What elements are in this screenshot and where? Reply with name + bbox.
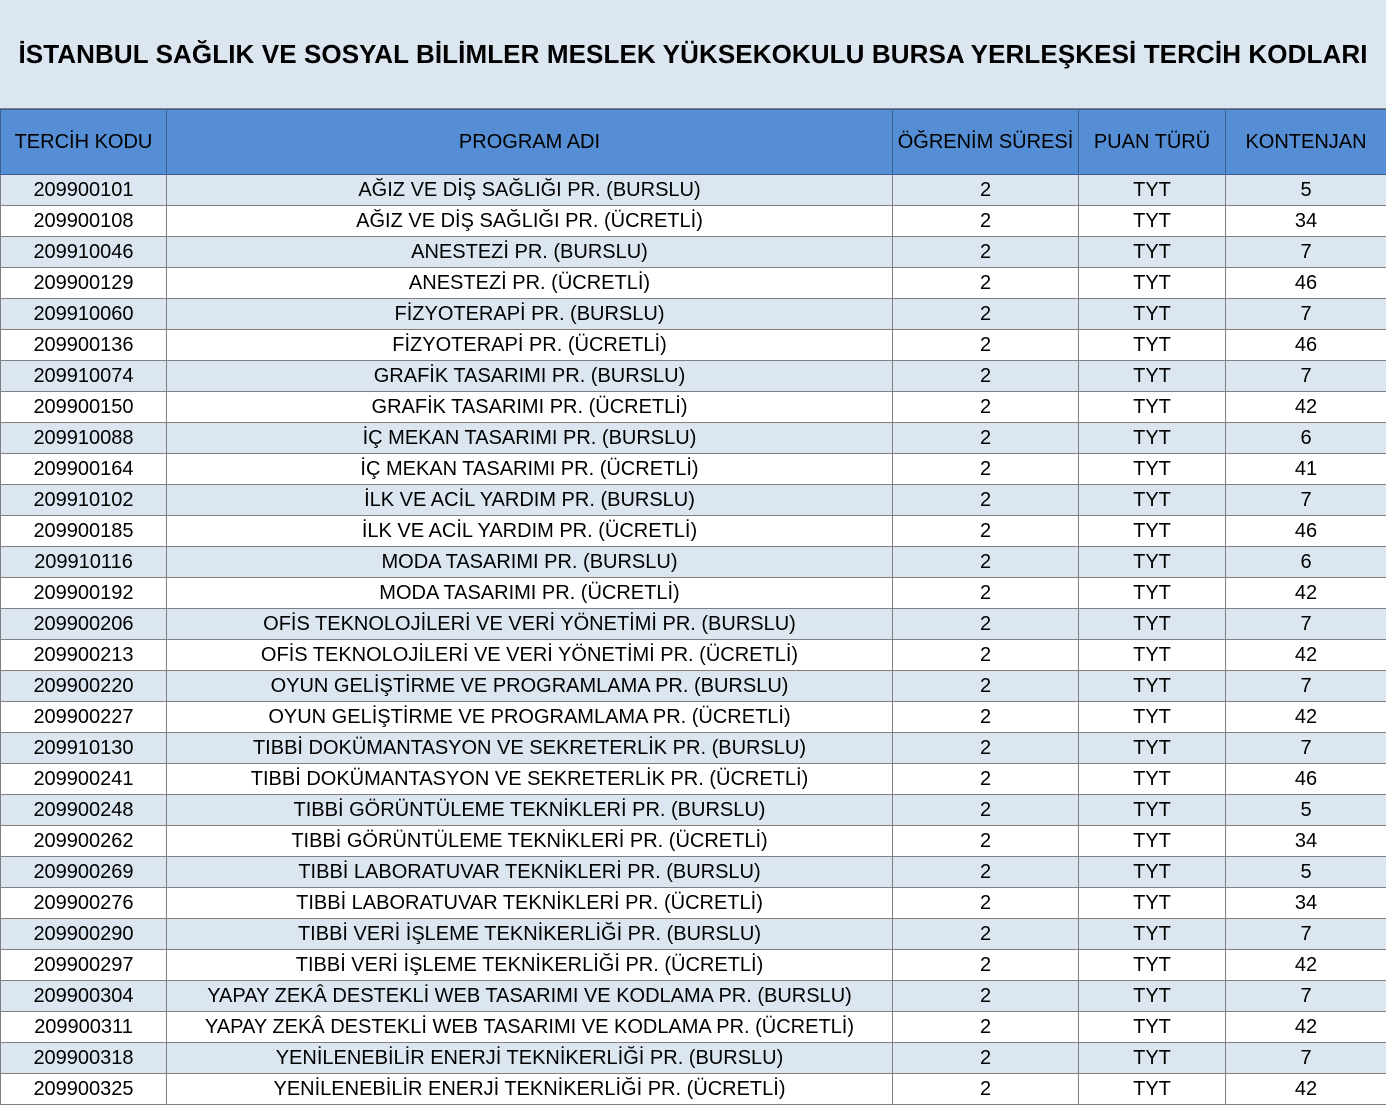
header-program-name: PROGRAM ADI	[167, 110, 893, 175]
preference-codes-table	[0, 109, 1386, 1105]
cell-preference-code: 209900325	[1, 1074, 167, 1105]
cell-score-type: TYT	[1079, 547, 1226, 578]
cell-score-type: TYT	[1079, 826, 1226, 857]
cell-score-type: TYT	[1079, 981, 1226, 1012]
cell-program-name: İÇ MEKAN TASARIMI PR. (ÜCRETLİ)	[167, 454, 893, 485]
cell-program-name: TIBBİ VERİ İŞLEME TEKNİKERLİĞİ PR. (ÜCRETLİ)	[167, 950, 893, 981]
cell-score-type: TYT	[1079, 578, 1226, 609]
table-row	[1, 919, 1386, 950]
cell-preference-code: 209910060	[1, 299, 167, 330]
cell-quota: 42	[1226, 702, 1386, 733]
cell-preference-code: 209900269	[1, 857, 167, 888]
cell-education-duration: 2	[893, 1043, 1079, 1074]
cell-quota: 7	[1226, 981, 1386, 1012]
cell-program-name: OYUN GELİŞTİRME VE PROGRAMLAMA PR. (ÜCRETLİ)	[167, 702, 893, 733]
cell-score-type: TYT	[1079, 268, 1226, 299]
cell-score-type: TYT	[1079, 857, 1226, 888]
cell-quota: 5	[1226, 795, 1386, 826]
cell-score-type: TYT	[1079, 237, 1226, 268]
cell-program-name: TIBBİ LABORATUVAR TEKNİKLERİ PR. (ÜCRETLİ)	[167, 888, 893, 919]
cell-score-type: TYT	[1079, 733, 1226, 764]
cell-preference-code: 209900213	[1, 640, 167, 671]
cell-preference-code: 209900185	[1, 516, 167, 547]
cell-education-duration: 2	[893, 733, 1079, 764]
table-row	[1, 950, 1386, 981]
cell-program-name: OFİS TEKNOLOJİLERİ VE VERİ YÖNETİMİ PR. (BURSLU)	[167, 609, 893, 640]
cell-program-name: OYUN GELİŞTİRME VE PROGRAMLAMA PR. (BURSLU)	[167, 671, 893, 702]
cell-program-name: YENİLENEBİLİR ENERJİ TEKNİKERLİĞİ PR. (BURSLU)	[167, 1043, 893, 1074]
cell-preference-code: 209900101	[1, 175, 167, 206]
cell-program-name: ANESTEZİ PR. (ÜCRETLİ)	[167, 268, 893, 299]
cell-program-name: GRAFİK TASARIMI PR. (ÜCRETLİ)	[167, 392, 893, 423]
cell-education-duration: 2	[893, 981, 1079, 1012]
cell-education-duration: 2	[893, 826, 1079, 857]
table-row	[1, 392, 1386, 423]
cell-score-type: TYT	[1079, 1012, 1226, 1043]
cell-program-name: YENİLENEBİLİR ENERJİ TEKNİKERLİĞİ PR. (ÜCRETLİ)	[167, 1074, 893, 1105]
cell-score-type: TYT	[1079, 950, 1226, 981]
cell-preference-code: 209900276	[1, 888, 167, 919]
table-row	[1, 1074, 1386, 1105]
cell-quota: 5	[1226, 857, 1386, 888]
cell-education-duration: 2	[893, 671, 1079, 702]
cell-program-name: TIBBİ LABORATUVAR TEKNİKLERİ PR. (BURSLU)	[167, 857, 893, 888]
cell-score-type: TYT	[1079, 485, 1226, 516]
cell-preference-code: 209900227	[1, 702, 167, 733]
header-education-duration: ÖĞRENİM SÜRESİ	[893, 110, 1079, 175]
cell-score-type: TYT	[1079, 392, 1226, 423]
cell-education-duration: 2	[893, 392, 1079, 423]
cell-quota: 42	[1226, 392, 1386, 423]
table-row	[1, 733, 1386, 764]
cell-preference-code: 209900108	[1, 206, 167, 237]
cell-preference-code: 209900241	[1, 764, 167, 795]
cell-education-duration: 2	[893, 1074, 1079, 1105]
table-row	[1, 826, 1386, 857]
cell-program-name: OFİS TEKNOLOJİLERİ VE VERİ YÖNETİMİ PR. (ÜCRETLİ)	[167, 640, 893, 671]
cell-education-duration: 2	[893, 423, 1079, 454]
cell-program-name: YAPAY ZEKÂ DESTEKLİ WEB TASARIMI VE KODLAMA PR. (BURSLU)	[167, 981, 893, 1012]
cell-education-duration: 2	[893, 454, 1079, 485]
cell-preference-code: 209900262	[1, 826, 167, 857]
cell-quota: 7	[1226, 671, 1386, 702]
cell-quota: 7	[1226, 237, 1386, 268]
cell-score-type: TYT	[1079, 361, 1226, 392]
cell-quota: 41	[1226, 454, 1386, 485]
cell-score-type: TYT	[1079, 609, 1226, 640]
cell-quota: 42	[1226, 1074, 1386, 1105]
cell-program-name: GRAFİK TASARIMI PR. (BURSLU)	[167, 361, 893, 392]
cell-quota: 46	[1226, 764, 1386, 795]
cell-education-duration: 2	[893, 888, 1079, 919]
table-row	[1, 671, 1386, 702]
table-row	[1, 237, 1386, 268]
table-row	[1, 175, 1386, 206]
cell-score-type: TYT	[1079, 454, 1226, 485]
cell-education-duration: 2	[893, 175, 1079, 206]
cell-program-name: YAPAY ZEKÂ DESTEKLİ WEB TASARIMI VE KODLAMA PR. (ÜCRETLİ)	[167, 1012, 893, 1043]
cell-score-type: TYT	[1079, 423, 1226, 454]
cell-quota: 5	[1226, 175, 1386, 206]
cell-program-name: ANESTEZİ PR. (BURSLU)	[167, 237, 893, 268]
table-row	[1, 888, 1386, 919]
cell-preference-code: 209910116	[1, 547, 167, 578]
table-row	[1, 609, 1386, 640]
cell-score-type: TYT	[1079, 1043, 1226, 1074]
cell-preference-code: 209910130	[1, 733, 167, 764]
cell-score-type: TYT	[1079, 640, 1226, 671]
cell-quota: 7	[1226, 361, 1386, 392]
cell-education-duration: 2	[893, 857, 1079, 888]
cell-preference-code: 209900206	[1, 609, 167, 640]
cell-quota: 34	[1226, 826, 1386, 857]
table-row	[1, 454, 1386, 485]
cell-program-name: AĞIZ VE DİŞ SAĞLIĞI PR. (ÜCRETLİ)	[167, 206, 893, 237]
cell-education-duration: 2	[893, 330, 1079, 361]
cell-score-type: TYT	[1079, 888, 1226, 919]
cell-quota: 7	[1226, 733, 1386, 764]
cell-quota: 7	[1226, 919, 1386, 950]
cell-education-duration: 2	[893, 237, 1079, 268]
cell-education-duration: 2	[893, 485, 1079, 516]
table-row	[1, 640, 1386, 671]
header-quota: KONTENJAN	[1226, 110, 1386, 175]
cell-education-duration: 2	[893, 919, 1079, 950]
cell-program-name: FİZYOTERAPİ PR. (ÜCRETLİ)	[167, 330, 893, 361]
cell-education-duration: 2	[893, 702, 1079, 733]
cell-program-name: MODA TASARIMI PR. (ÜCRETLİ)	[167, 578, 893, 609]
cell-preference-code: 209900304	[1, 981, 167, 1012]
cell-quota: 42	[1226, 950, 1386, 981]
cell-education-duration: 2	[893, 578, 1079, 609]
cell-quota: 42	[1226, 1012, 1386, 1043]
cell-quota: 34	[1226, 206, 1386, 237]
cell-preference-code: 209900290	[1, 919, 167, 950]
table-row	[1, 795, 1386, 826]
cell-program-name: FİZYOTERAPİ PR. (BURSLU)	[167, 299, 893, 330]
table-header	[1, 110, 1386, 175]
table-row	[1, 299, 1386, 330]
cell-quota: 34	[1226, 888, 1386, 919]
cell-score-type: TYT	[1079, 516, 1226, 547]
cell-score-type: TYT	[1079, 764, 1226, 795]
table-row	[1, 857, 1386, 888]
cell-education-duration: 2	[893, 361, 1079, 392]
cell-preference-code: 209900164	[1, 454, 167, 485]
cell-score-type: TYT	[1079, 702, 1226, 733]
cell-preference-code: 209900150	[1, 392, 167, 423]
cell-preference-code: 209900318	[1, 1043, 167, 1074]
cell-education-duration: 2	[893, 268, 1079, 299]
cell-program-name: AĞIZ VE DİŞ SAĞLIĞI PR. (BURSLU)	[167, 175, 893, 206]
table-row	[1, 702, 1386, 733]
cell-program-name: İLK VE ACİL YARDIM PR. (ÜCRETLİ)	[167, 516, 893, 547]
table-row	[1, 1012, 1386, 1043]
table-row	[1, 981, 1386, 1012]
cell-program-name: TIBBİ VERİ İŞLEME TEKNİKERLİĞİ PR. (BURSLU)	[167, 919, 893, 950]
cell-score-type: TYT	[1079, 1074, 1226, 1105]
header-row	[1, 110, 1386, 175]
cell-score-type: TYT	[1079, 175, 1226, 206]
page-title: İSTANBUL SAĞLIK VE SOSYAL BİLİMLER MESLEK YÜKSEKOKULU BURSA YERLEŞKESİ TERCİH KODLARI	[18, 38, 1368, 69]
cell-quota: 7	[1226, 299, 1386, 330]
cell-education-duration: 2	[893, 206, 1079, 237]
cell-quota: 42	[1226, 578, 1386, 609]
table-row	[1, 764, 1386, 795]
table-body	[1, 175, 1386, 1105]
cell-quota: 46	[1226, 330, 1386, 361]
cell-program-name: İLK VE ACİL YARDIM PR. (BURSLU)	[167, 485, 893, 516]
table-row	[1, 330, 1386, 361]
cell-quota: 7	[1226, 1043, 1386, 1074]
cell-score-type: TYT	[1079, 206, 1226, 237]
cell-preference-code: 209900248	[1, 795, 167, 826]
table-row	[1, 547, 1386, 578]
header-score-type: PUAN TÜRÜ	[1079, 110, 1226, 175]
cell-program-name: TIBBİ DOKÜMANTASYON VE SEKRETERLİK PR. (ÜCRETLİ)	[167, 764, 893, 795]
cell-quota: 46	[1226, 268, 1386, 299]
cell-preference-code: 209900297	[1, 950, 167, 981]
cell-program-name: TIBBİ DOKÜMANTASYON VE SEKRETERLİK PR. (BURSLU)	[167, 733, 893, 764]
cell-preference-code: 209900220	[1, 671, 167, 702]
cell-quota: 6	[1226, 423, 1386, 454]
table-row	[1, 423, 1386, 454]
cell-quota: 6	[1226, 547, 1386, 578]
cell-preference-code: 209900136	[1, 330, 167, 361]
cell-education-duration: 2	[893, 640, 1079, 671]
cell-score-type: TYT	[1079, 330, 1226, 361]
cell-program-name: MODA TASARIMI PR. (BURSLU)	[167, 547, 893, 578]
cell-preference-code: 209900192	[1, 578, 167, 609]
cell-quota: 46	[1226, 516, 1386, 547]
table-row	[1, 516, 1386, 547]
cell-program-name: İÇ MEKAN TASARIMI PR. (BURSLU)	[167, 423, 893, 454]
cell-education-duration: 2	[893, 299, 1079, 330]
cell-education-duration: 2	[893, 547, 1079, 578]
cell-education-duration: 2	[893, 609, 1079, 640]
cell-quota: 42	[1226, 640, 1386, 671]
table-row	[1, 361, 1386, 392]
cell-education-duration: 2	[893, 516, 1079, 547]
cell-preference-code: 209910046	[1, 237, 167, 268]
cell-score-type: TYT	[1079, 795, 1226, 826]
title-banner	[0, 0, 1386, 109]
cell-education-duration: 2	[893, 1012, 1079, 1043]
cell-program-name: TIBBİ GÖRÜNTÜLEME TEKNİKLERİ PR. (BURSLU)	[167, 795, 893, 826]
table-row	[1, 485, 1386, 516]
cell-preference-code: 209900311	[1, 1012, 167, 1043]
table-row	[1, 206, 1386, 237]
cell-quota: 7	[1226, 485, 1386, 516]
cell-education-duration: 2	[893, 795, 1079, 826]
cell-preference-code: 209900129	[1, 268, 167, 299]
cell-score-type: TYT	[1079, 671, 1226, 702]
cell-score-type: TYT	[1079, 299, 1226, 330]
cell-score-type: TYT	[1079, 919, 1226, 950]
cell-preference-code: 209910074	[1, 361, 167, 392]
cell-preference-code: 209910088	[1, 423, 167, 454]
cell-program-name: TIBBİ GÖRÜNTÜLEME TEKNİKLERİ PR. (ÜCRETLİ)	[167, 826, 893, 857]
cell-education-duration: 2	[893, 950, 1079, 981]
cell-preference-code: 209910102	[1, 485, 167, 516]
cell-education-duration: 2	[893, 764, 1079, 795]
table-row	[1, 1043, 1386, 1074]
table-row	[1, 578, 1386, 609]
header-preference-code: TERCİH KODU	[1, 110, 167, 175]
table-row	[1, 268, 1386, 299]
cell-quota: 7	[1226, 609, 1386, 640]
